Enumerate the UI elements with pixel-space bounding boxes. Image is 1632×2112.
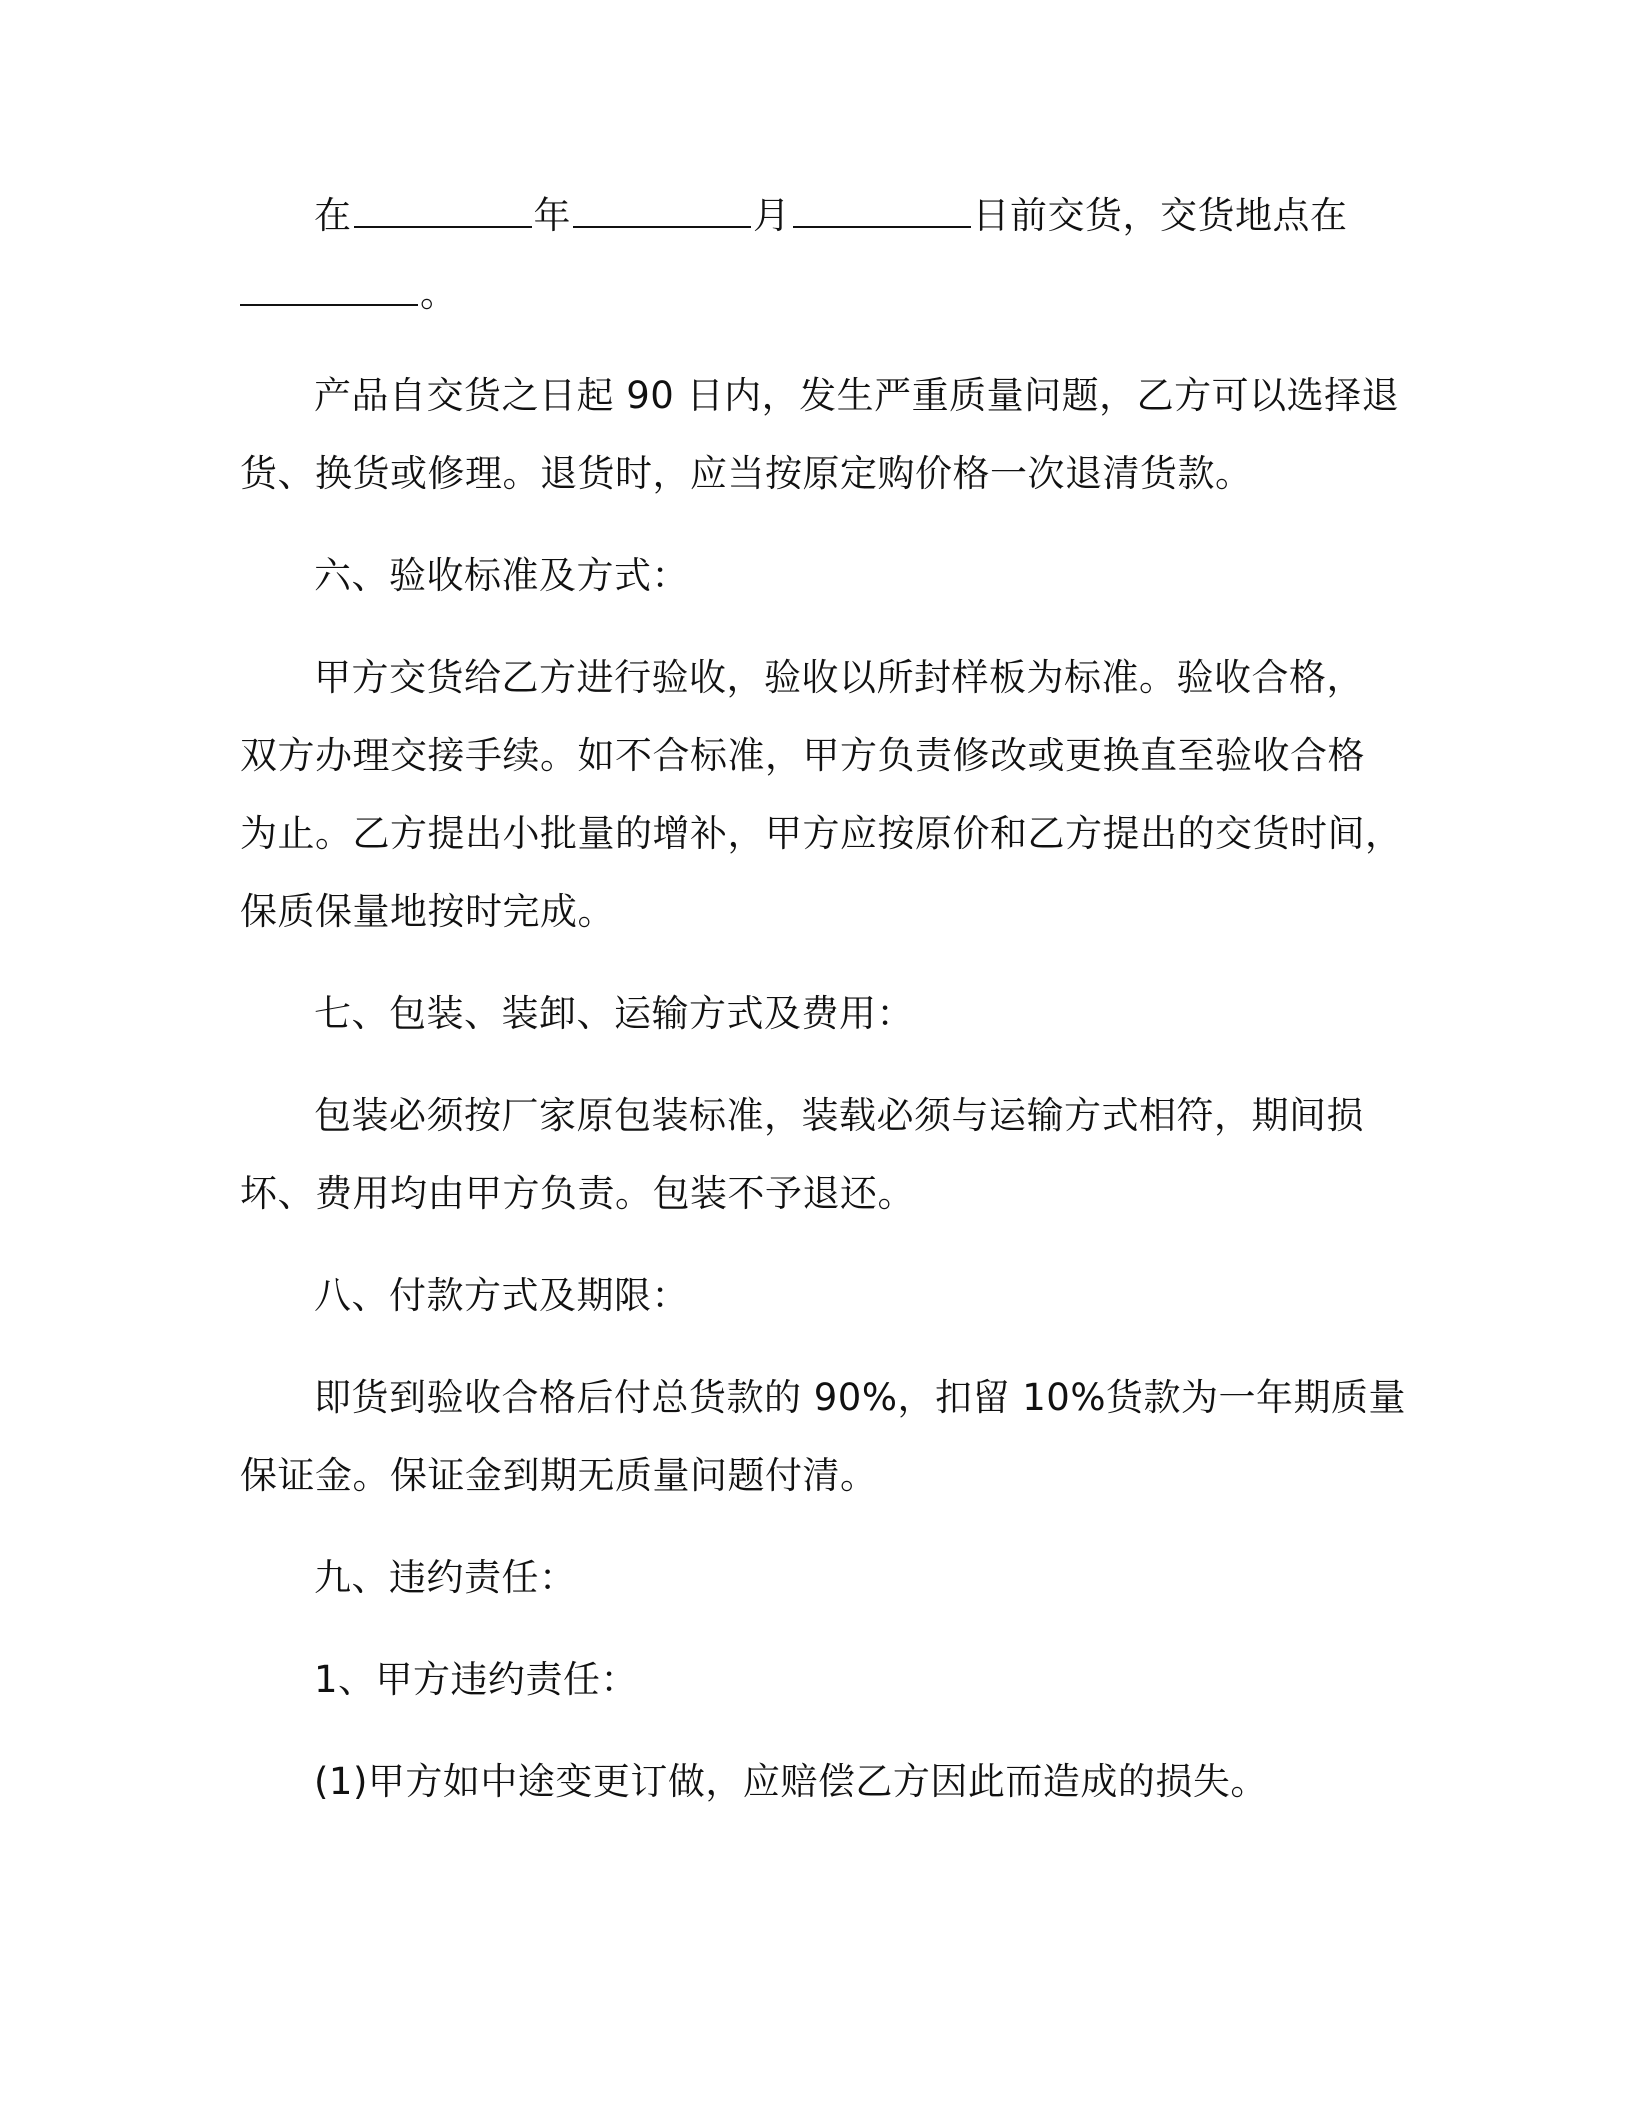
section9-heading: 九、违约责任： <box>314 1556 577 1599</box>
section7-line-2: 坏、费用均由甲方负责。包装不予退还。 <box>240 1172 915 1215</box>
section9-item-1: (1)甲方如中途变更订做，应赔偿乙方因此而造成的损失。 <box>314 1760 1268 1803</box>
delivery-year-label: 年 <box>533 194 571 237</box>
day-blank <box>793 196 971 228</box>
quality-line-2: 货、换货或修理。退货时，应当按原定购价格一次退清货款。 <box>240 452 1253 495</box>
section9-subheading-1: 1、甲方违约责任： <box>314 1658 639 1701</box>
section8-line-1: 即货到验收合格后付总货款的 90%，扣留 10%货款为一年期质量 <box>314 1376 1406 1419</box>
delivery-day-suffix: 日前交货，交货地点在 <box>972 194 1348 237</box>
section6-line-2: 双方办理交接手续。如不合标准，甲方负责修改或更换直至验收合格 <box>240 734 1365 777</box>
quality-line-1: 产品自交货之日起 90 日内，发生严重质量问题，乙方可以选择退 <box>314 374 1400 417</box>
section8-heading: 八、付款方式及期限： <box>314 1274 689 1317</box>
year-blank <box>354 196 532 228</box>
section6-heading: 六、验收标准及方式： <box>314 554 689 597</box>
month-blank <box>573 196 751 228</box>
section7-line-1: 包装必须按厂家原包装标准，装载必须与运输方式相符，期间损 <box>314 1094 1364 1137</box>
location-blank <box>240 274 418 306</box>
section6-line-4: 保质保量地按时完成。 <box>240 890 615 933</box>
delivery-line <box>314 190 1348 242</box>
delivery-location-line <box>240 268 458 320</box>
section7-heading: 七、包装、装卸、运输方式及费用： <box>314 992 914 1035</box>
section6-line-1: 甲方交货给乙方进行验收，验收以所封样板为标准。验收合格， <box>314 656 1364 699</box>
delivery-prefix: 在 <box>314 194 352 237</box>
section8-line-2: 保证金。保证金到期无质量问题付清。 <box>240 1454 878 1497</box>
section6-line-3: 为止。乙方提出小批量的增补，甲方应按原价和乙方提出的交货时间， <box>240 812 1403 855</box>
delivery-month-label: 月 <box>753 194 791 237</box>
document-page <box>240 0 1406 2112</box>
delivery-end: 。 <box>420 272 458 315</box>
